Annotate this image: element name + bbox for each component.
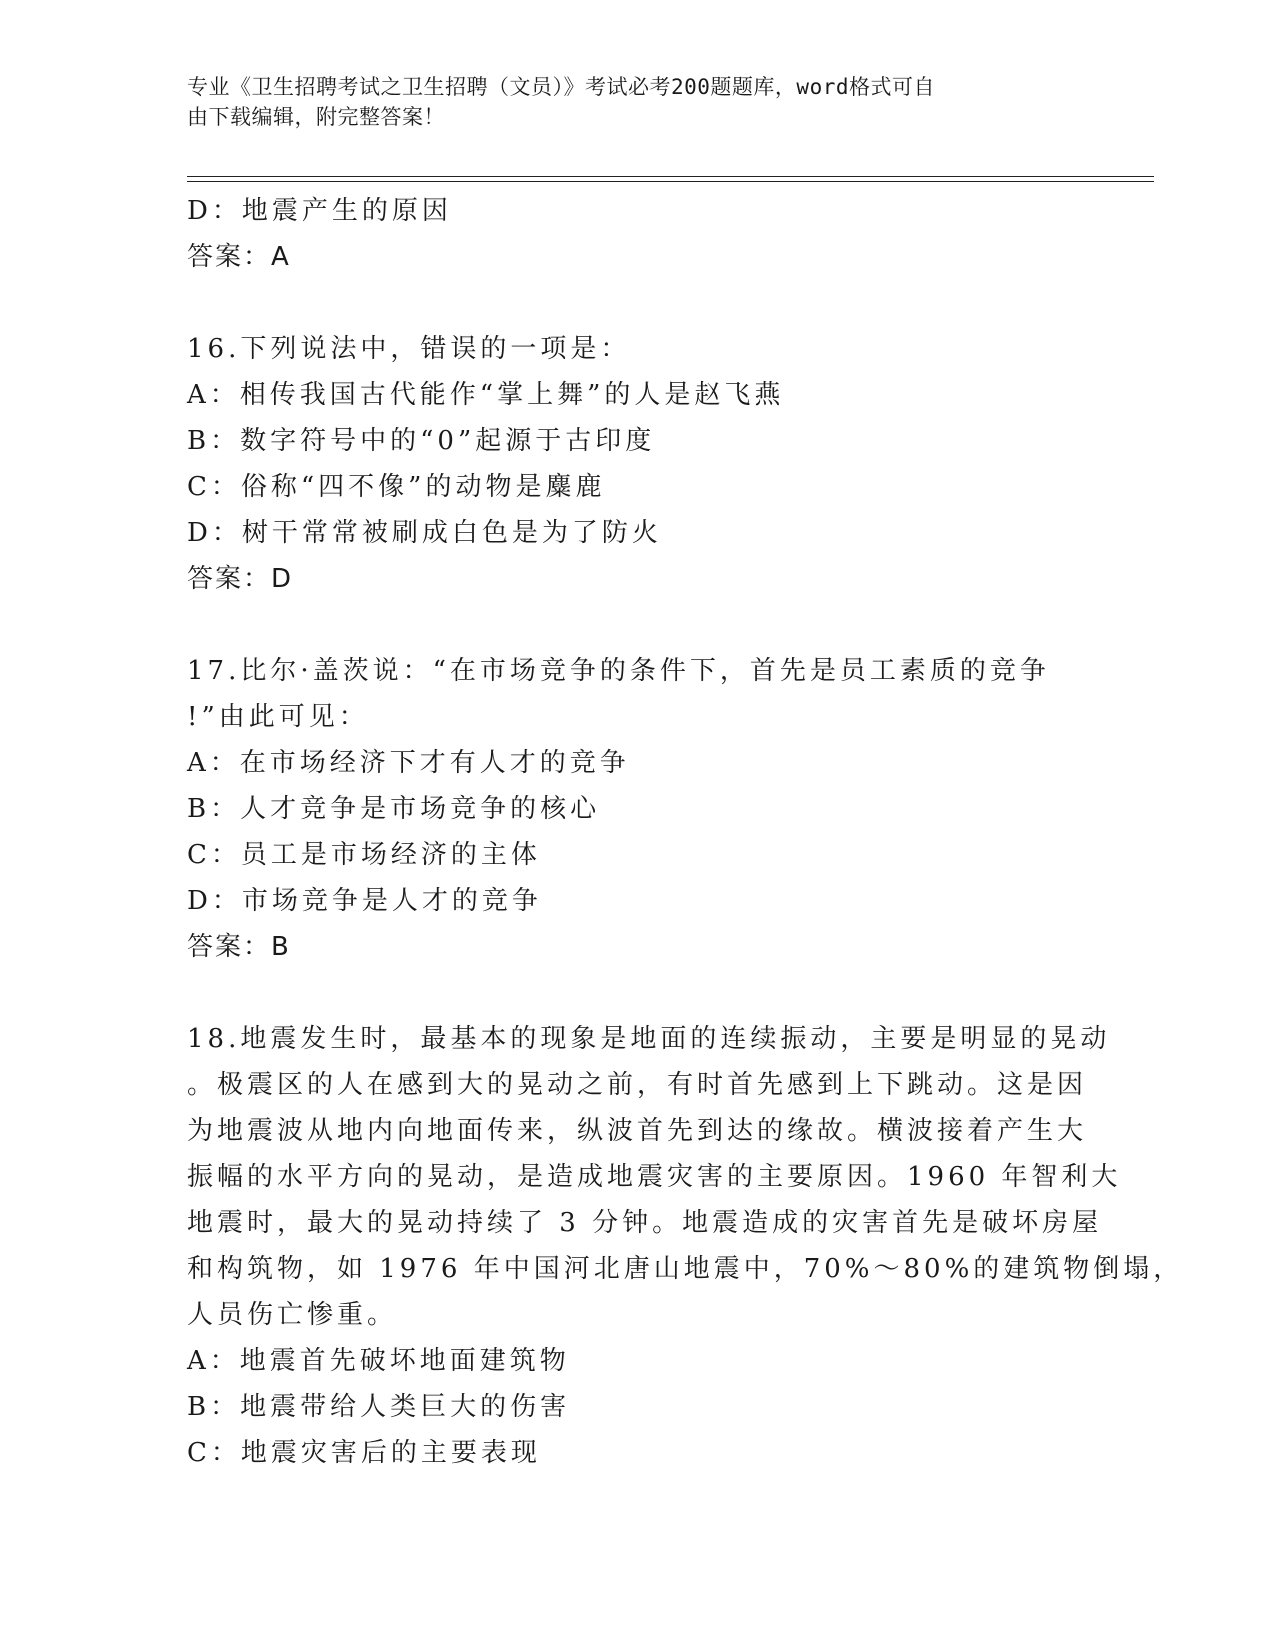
option-d: D：市场竞争是人才的竞争 — [187, 886, 542, 916]
question-stem-line: 地震时，最大的晃动持续了 3 分钟。地震造成的灾害首先是破坏房屋 — [187, 1208, 1103, 1238]
header-line-1: 专业《卫生招聘考试之卫生招聘（文员）》考试必考200题题库，word格式可自 — [187, 75, 935, 99]
document-header — [187, 72, 1067, 132]
question-stem-line: 振幅的水平方向的晃动，是造成地震灾害的主要原因。1960 年智利大 — [187, 1162, 1122, 1192]
option-c: C：地震灾害后的主要表现 — [187, 1438, 541, 1468]
header-line-2: 由下载编辑，附完整答案！ — [187, 105, 445, 129]
question-stem — [187, 1016, 1184, 1338]
prev-option-d: D：地震产生的原因 — [187, 196, 452, 226]
prev-answer: 答案：A — [187, 242, 291, 272]
header-divider-top — [187, 176, 1154, 177]
option-d: D：树干常常被刷成白色是为了防火 — [187, 518, 662, 548]
option-a: A：相传我国古代能作“掌上舞”的人是赵飞燕 — [187, 380, 785, 410]
option-b: B：人才竞争是市场竞争的核心 — [187, 794, 601, 824]
spacer — [187, 970, 1087, 1016]
question-17 — [187, 648, 1087, 970]
question-18 — [187, 1016, 1184, 1476]
question-stem-line: 为地震波从地内向地面传来，纵波首先到达的缘故。横波接着产生大 — [187, 1116, 1088, 1146]
option-b: B：数字符号中的“0”起源于古印度 — [187, 426, 656, 456]
answer: 答案：D — [187, 564, 294, 594]
question-16 — [187, 326, 1087, 602]
question-stem: 16.下列说法中，错误的一项是： — [187, 334, 631, 364]
option-a: A：在市场经济下才有人才的竞争 — [187, 748, 630, 778]
option-c: C：俗称“四不像”的动物是麋鹿 — [187, 472, 606, 502]
spacer — [187, 602, 1087, 648]
question-stem-line: 。极震区的人在感到大的晃动之前，有时首先感到上下跳动。这是因 — [187, 1070, 1088, 1100]
option-c: C：员工是市场经济的主体 — [187, 840, 541, 870]
question-stem-line: 18.地震发生时，最基本的现象是地面的连续振动，主要是明显的晃动 — [187, 1024, 1111, 1054]
document-body — [187, 188, 1184, 1476]
spacer — [187, 280, 1087, 326]
header-divider-bottom — [187, 181, 1154, 182]
question-stem-line: 17.比尔·盖茨说：“在市场竞争的条件下，首先是员工素质的竞争 — [187, 656, 1050, 686]
question-stem-line: !”由此可见： — [187, 702, 369, 732]
option-b: B：地震带给人类巨大的伤害 — [187, 1392, 571, 1422]
question-stem-line: 和构筑物，如 1976 年中国河北唐山地震中，70%～80%的建筑物倒塌， — [187, 1254, 1184, 1284]
option-a: A：地震首先破坏地面建筑物 — [187, 1346, 570, 1376]
answer: 答案：B — [187, 932, 291, 962]
question-stem-line: 人员伤亡惨重。 — [187, 1300, 398, 1330]
